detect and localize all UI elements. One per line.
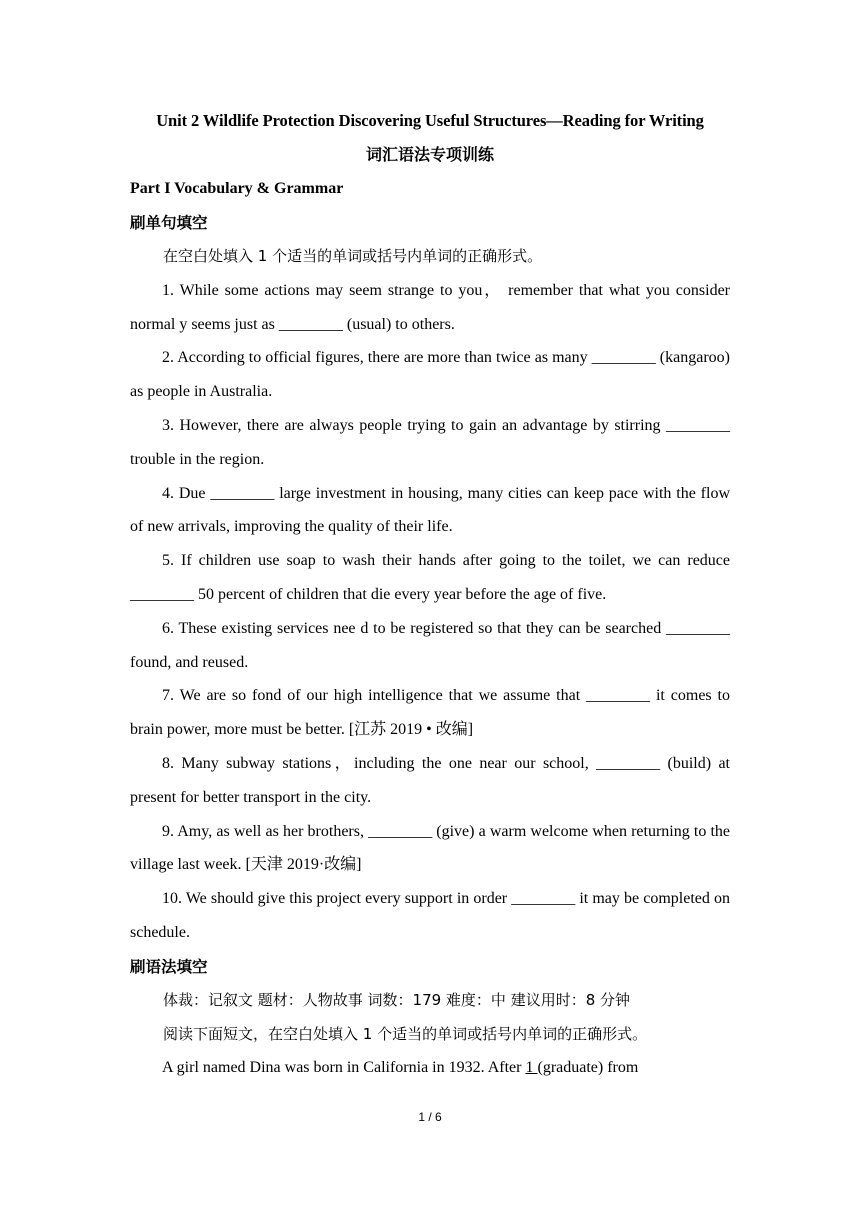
- passage-text: A girl named Dina was born in California in 1932. After: [162, 1059, 526, 1077]
- document-title: Unit 2 Wildlife Protection Discovering Useful Structures—Reading for Writing: [156, 111, 704, 130]
- question-item: 4. Due ________ large investment in housing, many cities can keep pace with the flow of new arrivals, improving the quality of their life.: [130, 484, 730, 536]
- passage-blank-1: 1: [525, 1059, 538, 1077]
- document-content: [130, 104, 730, 1085]
- section1-instruction: 在空白处填入 1 个适当的单词或括号内单词的正确形式。: [163, 247, 543, 265]
- question-item: 10. We should give this project every support in order ________ it may be completed on schedule.: [130, 890, 730, 941]
- question-item: 5. If children use soap to wash their hands after going to the toilet, we can reduce ________ 50 percent of children that die every year before the age of five.: [130, 552, 730, 603]
- section2-heading: 刷语法填空: [130, 957, 208, 976]
- question-list: [130, 274, 730, 950]
- question-item: 3. However, there are always people trying to gain an advantage by stirring ________ trouble in the region.: [130, 416, 730, 468]
- question-item: 1. While some actions may seem strange to you， remember that what you consider normal y seems just as ________ (usual) to others.: [130, 281, 730, 333]
- question-item: 6. These existing services nee d to be registered so that they can be searched ________ found, and reused.: [130, 619, 730, 671]
- question-item: 2. According to official figures, there are more than twice as many ________ (kangaroo) as people in Australia.: [130, 349, 730, 401]
- section2-meta: 体裁：记叙文 题材：人物故事 词数：179 难度：中 建议用时：8 分钟: [163, 990, 631, 1009]
- section1-heading: 刷单句填空: [130, 214, 208, 232]
- question-item: 7. We are so fond of our high intelligence that we assume that ________ it comes to brain power, more must be better. [江苏 2019 • 改编]: [130, 687, 730, 739]
- section2-instruction: 阅读下面短文，在空白处填入 1 个适当的单词或括号内单词的正确形式。: [163, 1024, 648, 1043]
- question-item: 9. Amy, as well as her brothers, ________ (give) a warm welcome when returning to the village last week. [天津 2019·改编]: [130, 822, 730, 874]
- passage-paragraph: [130, 1051, 730, 1085]
- document-subtitle: 词汇语法专项训练: [365, 145, 494, 164]
- part1-heading: Part I Vocabulary & Grammar: [130, 180, 344, 197]
- page-number: 1 / 6: [418, 1110, 442, 1124]
- passage-text-rest: (graduate) from: [537, 1059, 639, 1077]
- question-item: 8. Many subway stations，including the one near our school, ________ (build) at present for better transport in the city.: [130, 754, 730, 806]
